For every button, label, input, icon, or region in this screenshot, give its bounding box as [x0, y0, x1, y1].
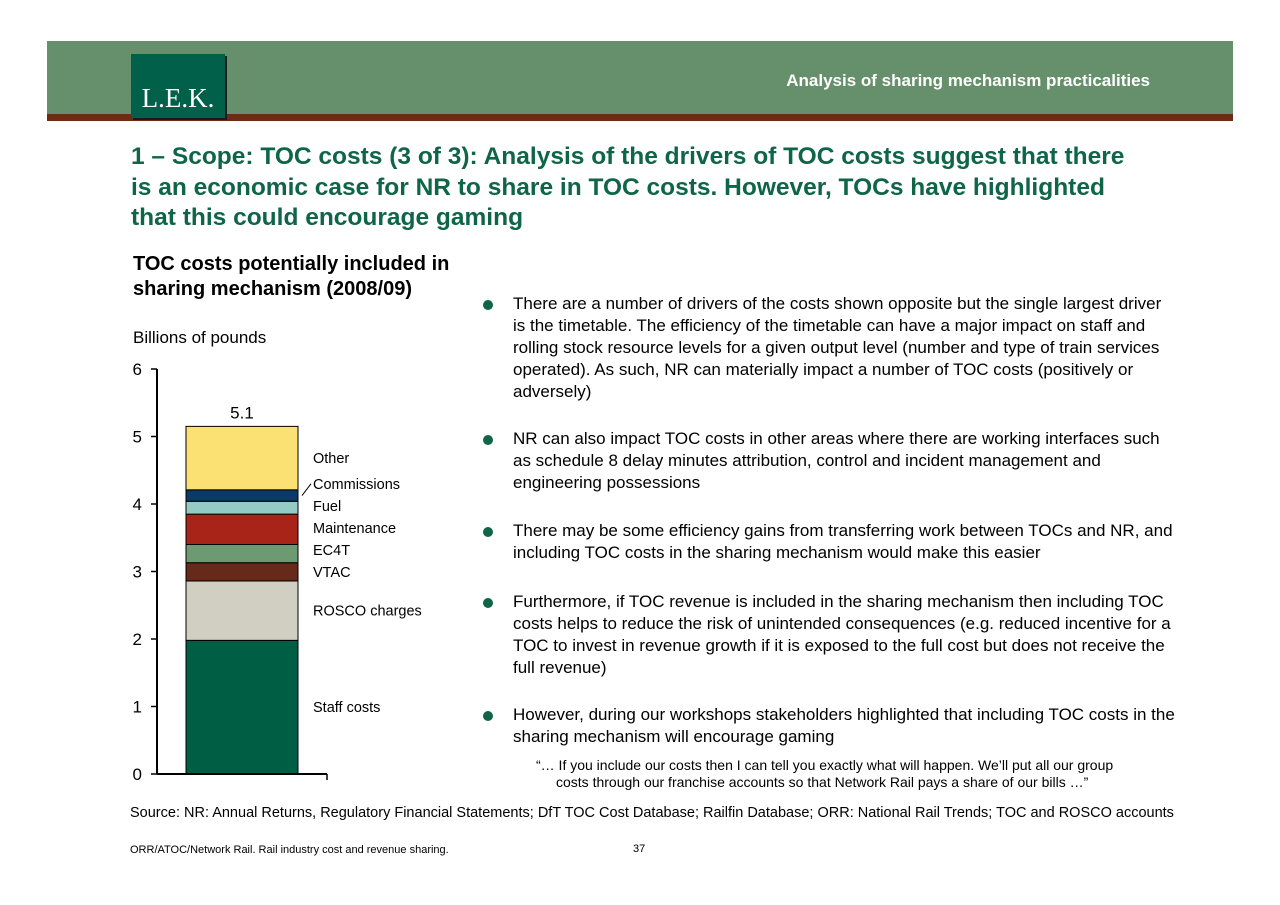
footer-text: ORR/ATOC/Network Rail. Rail industry cost and revenue sharing. — [130, 844, 449, 856]
quote-line: “… If you include our costs then I can tell you exactly what will happen. We’ll put all our group — [536, 757, 1114, 773]
y-tick-label: 4 — [132, 495, 142, 514]
bullet-text: NR can also impact TOC costs in other areas where there are working interfaces such as schedule 8 delay minutes attribution, control and incident management and engineering possessions — [513, 429, 1160, 492]
bar-total-label: 5.1 — [230, 403, 254, 423]
bar-segment — [186, 426, 298, 489]
bar-segment — [186, 581, 298, 640]
section-title: Analysis of sharing mechanism practicalities — [786, 71, 1150, 90]
y-tick-label: 6 — [132, 360, 142, 379]
segment-label: Other — [313, 451, 350, 468]
y-tick-label: 2 — [132, 630, 142, 649]
bullet-dot — [483, 711, 493, 721]
bar-segment — [186, 563, 298, 581]
segment-leader-line — [302, 484, 311, 496]
segment-label: Staff costs — [313, 700, 381, 717]
bullet-dot — [483, 527, 493, 537]
bullet-dot — [483, 435, 493, 445]
y-tick-label: 5 — [132, 427, 142, 447]
bar-segment — [186, 545, 298, 563]
bullet-text: However, during our workshops stakeholders highlighted that including TOC costs in the sharing mechanism will encourage gaming — [513, 705, 1175, 746]
bar-segment — [186, 514, 298, 544]
y-tick-label: 3 — [132, 562, 142, 582]
chart-title: TOC costs potentially included in sharing mechanism (2008/09) — [133, 253, 450, 300]
bar-segment — [186, 640, 298, 774]
bullet-dot — [483, 300, 493, 310]
segment-label: Fuel — [313, 498, 342, 515]
segment-label: Commissions — [313, 476, 401, 493]
segment-label: ROSCO charges — [313, 603, 422, 620]
bar-segment — [186, 501, 298, 514]
y-tick-label: 0 — [132, 765, 142, 784]
segment-label: EC4T — [313, 542, 351, 559]
quote-line: costs through our franchise accounts so that Network Rail pays a share of our bills …” — [556, 774, 1089, 790]
page-number: 37 — [633, 843, 646, 855]
bullet-text: There may be some efficiency gains from transferring work between TOCs and NR, and including TOC costs in the sharing mechanism would make this easier — [513, 521, 1173, 562]
bullet-text: There are a number of drivers of the costs shown opposite but the single largest driver is the timetable. The efficiency of the timetable can have a major impact on staff and rolling stock resource levels for a given output level (number and type of train services operated). As such, NR can materially impact a number of TOC costs (positively or adversely) — [513, 294, 1162, 401]
stakeholder-quote — [536, 757, 1176, 791]
y-tick-label: 1 — [132, 697, 142, 717]
source-note: Source: NR: Annual Returns, Regulatory Financial Statements; DfT TOC Cost Database; Railfin Database; ORR: National Rail Trends; TOC and ROSCO accounts — [130, 805, 1174, 821]
bullet-text: Furthermore, if TOC revenue is included in the sharing mechanism then including TOC costs helps to reduce the risk of unintended consequences (e.g. reduced incentive for a TOC to invest in revenue growth if it is exposed to the full cost but does not receive the full revenue) — [513, 592, 1171, 677]
logo-text: L.E.K. — [141, 83, 215, 113]
bullet-dot — [483, 598, 493, 608]
segment-label: Maintenance — [313, 520, 397, 537]
bar-segment — [186, 490, 298, 501]
slide-title: 1 – Scope: TOC costs (3 of 3): Analysis of the drivers of TOC costs suggest that there is an economic case for NR to share in TOC costs. However, TOCs have highlighted that this could encourage gaming — [131, 143, 1125, 231]
chart-y-unit: Billions of pounds — [133, 328, 267, 347]
segment-label: VTAC — [313, 564, 351, 581]
